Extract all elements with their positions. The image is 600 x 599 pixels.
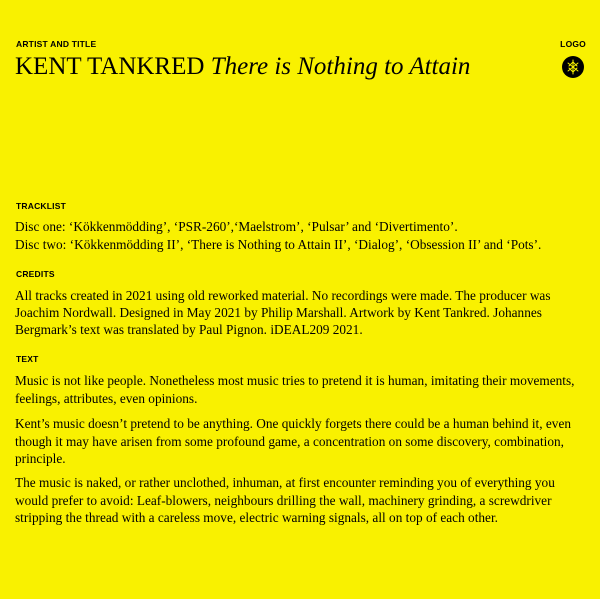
page-title bbox=[15, 52, 470, 82]
text-label: TEXT bbox=[16, 354, 39, 364]
disc-one-tracks: Disc one: ‘Kökkenmödding’, ‘PSR-260’,‘Maelstrom’, ‘Pulsar’ and ‘Divertimento’. bbox=[15, 219, 458, 234]
artist-name: KENT TANKRED bbox=[15, 53, 205, 80]
artist-title-label: ARTIST AND TITLE bbox=[16, 39, 97, 49]
tracklist bbox=[15, 218, 541, 254]
label-logo-icon bbox=[562, 56, 584, 78]
text-paragraph: Music is not like people. Nonetheless most music tries to pretend it is human, imitating their movements, feelings, attributes, even opinions. bbox=[15, 373, 575, 406]
credits-text: All tracks created in 2021 using old reworked material. No recordings were made. The producer was Joachim Nordwall. Designed in May 2021 by Philip Marshall. Artwork by Kent Tankred. Johannes Bergmark’s text was translated by Paul Pignon. iDEAL209 2021. bbox=[15, 288, 551, 337]
text-paragraph: The music is naked, or rather unclothed, inhuman, at first encounter reminding you of everything you would prefer to avoid: Leaf-blowers, neighbours drilling the wall, machinery grinding, a screwdriver stripping the thread with a careless move, electric warning signals, all on top of each other. bbox=[15, 475, 555, 525]
tracklist-label: TRACKLIST bbox=[16, 201, 66, 211]
disc-two-tracks: Disc two: ‘Kökkenmödding II’, ‘There is Nothing to Attain II’, ‘Dialog’, ‘Obsession II’ and ‘Pots’. bbox=[15, 237, 542, 252]
album-title: There is Nothing to Attain bbox=[210, 53, 471, 80]
logo-label: LOGO bbox=[560, 39, 586, 49]
credits-label: CREDITS bbox=[16, 269, 55, 279]
text-paragraph: Kent’s music doesn’t pretend to be anything. One quickly forgets there could be a human behind it, even though it may have arisen from some profound game, a concentration on some discovery, combination, principle. bbox=[15, 416, 571, 466]
